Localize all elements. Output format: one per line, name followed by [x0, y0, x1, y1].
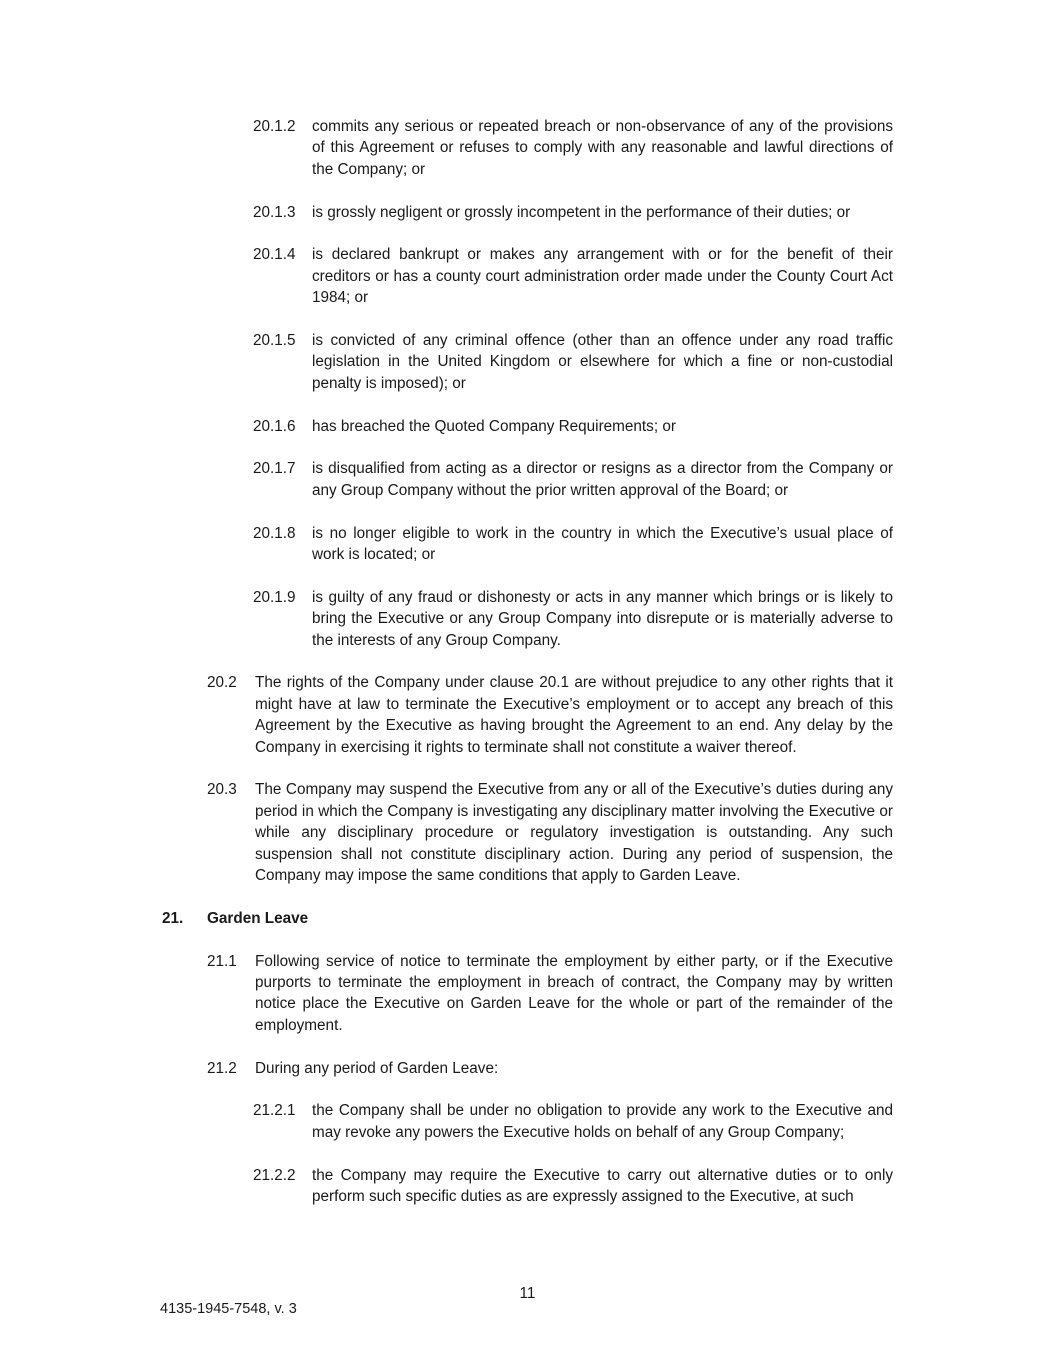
clause-20-1-7 [0, 458, 893, 501]
clause-number: 20.1.8 [253, 524, 296, 542]
clause-text: The Company may suspend the Executive from any or all of the Executive’s duties during any period in which the Company is investigating any disciplinary matter involving the Executive or while any disciplinary procedure or regulatory investigation is outstanding. Any such suspension shall not constitute disciplinary action. During any period of suspension, the Company may impose the same conditions that apply to Garden Leave. [255, 781, 893, 885]
clause-text: is grossly negligent or grossly incompetent in the performance of their duties; or [312, 203, 851, 221]
clause-text: is disqualified from acting as a director or resigns as a director from the Company or any Group Company without the prior written approval of the Board; or [312, 460, 893, 499]
clause-number: 21.2.1 [253, 1102, 296, 1120]
clause-number: 21.2 [207, 1059, 237, 1077]
clause-21-2-1 [0, 1100, 893, 1143]
clause-number: 20.1.2 [253, 118, 296, 135]
clause-text: During any period of Garden Leave: [255, 1059, 499, 1077]
document-reference: 4135-1945-7548, v. 3 [160, 1301, 297, 1317]
clause-list [0, 116, 893, 1208]
clause-number: 21.2.2 [253, 1166, 296, 1184]
clause-number: 20.1.5 [253, 332, 296, 350]
clause-text: is declared bankrupt or makes any arrangement with or for the benefit of their creditors or has a county court administration order made under the County Court Act 1984; or [312, 246, 893, 307]
clause-20-1-5 [0, 330, 893, 394]
clause-number: 20.1.7 [253, 460, 296, 478]
clause-text: The rights of the Company under clause 20.1 are without prejudice to any other rights that it might have at law to terminate the Executive’s employment or to accept any breach of this Agreement by the Executive as having brought the Agreement to an end. Any delay by the Company in exercising it rights to terminate shall not constitute a waiver thereof. [255, 674, 893, 756]
clause-21-1 [0, 951, 893, 1037]
clause-text: is no longer eligible to work in the country in which the Executive’s usual place of work is located; or [312, 524, 893, 564]
clause-number: 21. [162, 909, 184, 927]
clause-text: is convicted of any criminal offence (other than an offence under any road traffic legislation in the United Kingdom or elsewhere for which a fine or non-custodial penalty is imposed); or [312, 332, 893, 392]
clause-text: commits any serious or repeated breach or non-observance of any of the provisions of this Agreement or refuses to comply with any reasonable and lawful directions of the Company; or [312, 118, 893, 178]
clause-number: 20.3 [207, 781, 237, 799]
clause-text: the Company shall be under no obligation to provide any work to the Executive and may revoke any powers the Executive holds on behalf of any Group Company; [312, 1102, 893, 1141]
clause-number: 20.2 [207, 674, 237, 692]
clause-text: is guilty of any fraud or dishonesty or acts in any manner which brings or is likely to bring the Executive or any Group Company into disrepute or is materially adverse to the interests of any Group Company. [312, 588, 893, 649]
clause-number: 21.1 [207, 952, 237, 970]
clause-number: 20.1.3 [253, 203, 296, 221]
clause-number: 20.1.9 [253, 588, 296, 606]
clause-20-1-4 [0, 244, 893, 308]
clause-20-1-2 [0, 116, 893, 180]
page-number: 11 [519, 1285, 536, 1302]
clause-21 [0, 908, 893, 929]
clause-21-2-2 [0, 1165, 893, 1208]
clause-20-1-9 [0, 587, 893, 651]
clause-text: Following service of notice to terminate the employment by either party, or if the Executive purports to terminate the employment in breach of contract, the Company may by written notice place the Executive on Garden Leave for the whole or part of the remainder of the employment. [255, 952, 893, 1034]
clause-20-2 [0, 672, 893, 758]
clause-20-1-6 [0, 416, 893, 437]
clause-text: has breached the Quoted Company Requirements; or [312, 417, 676, 435]
clause-text: the Company may require the Executive to carry out alternative duties or to only perform such specific duties as are expressly assigned to the Executive, at such [312, 1166, 893, 1206]
clause-20-3 [0, 779, 893, 886]
clause-20-1-8 [0, 523, 893, 566]
clause-20-1-3 [0, 202, 893, 223]
clause-21-2 [0, 1058, 893, 1079]
document-body [0, 116, 893, 1229]
clause-number: 20.1.4 [253, 246, 296, 264]
clause-number: 20.1.6 [253, 417, 296, 435]
section-heading: Garden Leave [207, 909, 309, 927]
